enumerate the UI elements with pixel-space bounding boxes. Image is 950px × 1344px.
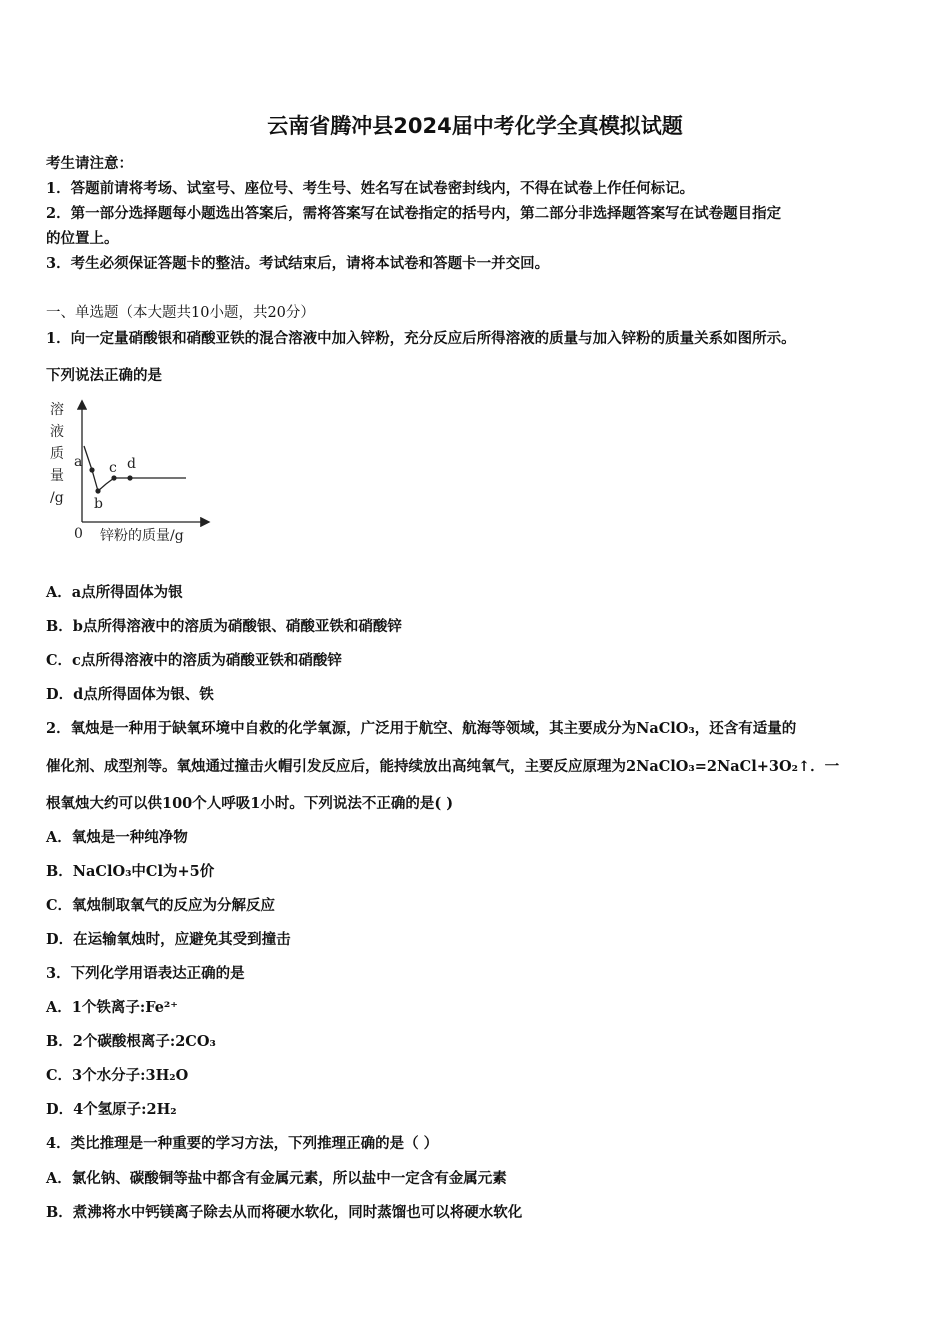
q1-option-b: B．b点所得溶液中的溶质为硝酸银、硝酸亚铁和硝酸锌 (46, 618, 402, 635)
point-d-marker (127, 475, 132, 480)
q4-option-a: A．氯化钠、碳酸铜等盐中都含有金属元素，所以盐中一定含有金属元素 (46, 1170, 507, 1187)
q1-stem-line-1: 1．向一定量硝酸银和硝酸亚铁的混合溶液中加入锌粉，充分反应后所得溶液的质量与加入锌粉的质量关系如图所示。 (46, 330, 796, 347)
notice-item-1: 1．答题前请将考场、试室号、座位号、考生号、姓名写在试卷密封线内，不得在试卷上作任何标记。 (46, 180, 695, 197)
section-heading: 一、单选题（本大题共10小题，共20分） (46, 305, 315, 321)
q1-graph (44, 394, 224, 554)
point-c-label: c (109, 460, 117, 476)
q1-option-c: C．c点所得溶液中的溶质为硝酸亚铁和硝酸锌 (46, 652, 342, 669)
notice-item-2-cont: 的位置上。 (46, 230, 119, 247)
q4-option-b: B．煮沸将水中钙镁离子除去从而将硬水软化，同时蒸馏也可以将硬水软化 (46, 1204, 523, 1221)
y-label-char-3: 质 (50, 446, 64, 462)
q1-option-a: A．a点所得固体为银 (46, 584, 183, 601)
y-label-char-4: 量 (50, 468, 64, 484)
q1-option-d: D．d点所得固体为银、铁 (46, 686, 214, 703)
page-title: 云南省腾冲县2024届中考化学全真模拟试题 (267, 114, 683, 138)
q2-stem-line-1: 2．氧烛是一种用于缺氧环境中自救的化学氧源，广泛用于航空、航海等领域，其主要成分为NaClO₃，还含有适量的 (46, 720, 797, 737)
q2-stem-line-2: 催化剂、成型剂等。氧烛通过撞击火帽引发反应后，能持续放出高纯氧气，主要反应原理为2NaClO₃=2NaCl+3O₂↑．一 (46, 758, 840, 775)
origin-label: 0 (74, 526, 83, 542)
q3-option-d: D．4个氢原子:2H₂ (46, 1101, 177, 1118)
q2-option-b: B．NaClO₃中Cl为+5价 (46, 863, 215, 880)
q2-option-c: C．氧烛制取氧气的反应为分解反应 (46, 897, 276, 914)
point-b-label: b (94, 496, 103, 512)
point-a-label: a (74, 454, 83, 470)
point-b-marker (95, 488, 100, 493)
q4-stem: 4．类比推理是一种重要的学习方法，下列推理正确的是（ ） (46, 1135, 439, 1152)
q3-option-a: A．1个铁离子:Fe²⁺ (46, 999, 178, 1016)
y-label-char-1: 溶 (50, 402, 64, 418)
point-c-marker (111, 475, 116, 480)
point-d-label: d (127, 456, 136, 472)
q2-option-d: D．在运输氧烛时，应避免其受到撞击 (46, 931, 291, 948)
q3-option-c: C．3个水分子:3H₂O (46, 1067, 189, 1084)
q1-stem-line-2: 下列说法正确的是 (46, 367, 162, 384)
y-label-char-2: 液 (50, 424, 64, 440)
x-axis-label: 锌粉的质量/g (100, 528, 184, 544)
notice-heading: 考生请注意： (46, 155, 133, 172)
q2-option-a: A．氧烛是一种纯净物 (46, 829, 188, 846)
q3-stem: 3．下列化学用语表达正确的是 (46, 965, 245, 982)
point-a-marker (89, 467, 94, 472)
y-label-char-5: /g (50, 490, 64, 506)
q3-option-b: B．2个碳酸根离子:2CO₃ (46, 1033, 216, 1050)
notice-item-3: 3．考生必须保证答题卡的整洁。考试结束后，请将本试卷和答题卡一并交回。 (46, 255, 550, 272)
q2-stem-line-3: 根氧烛大约可以供100个人呼吸1小时。下列说法不正确的是( ) (46, 795, 454, 812)
notice-item-2: 2．第一部分选择题每小题选出答案后，需将答案写在试卷指定的括号内，第二部分非选择题答案写在试卷题目指定 (46, 205, 782, 222)
